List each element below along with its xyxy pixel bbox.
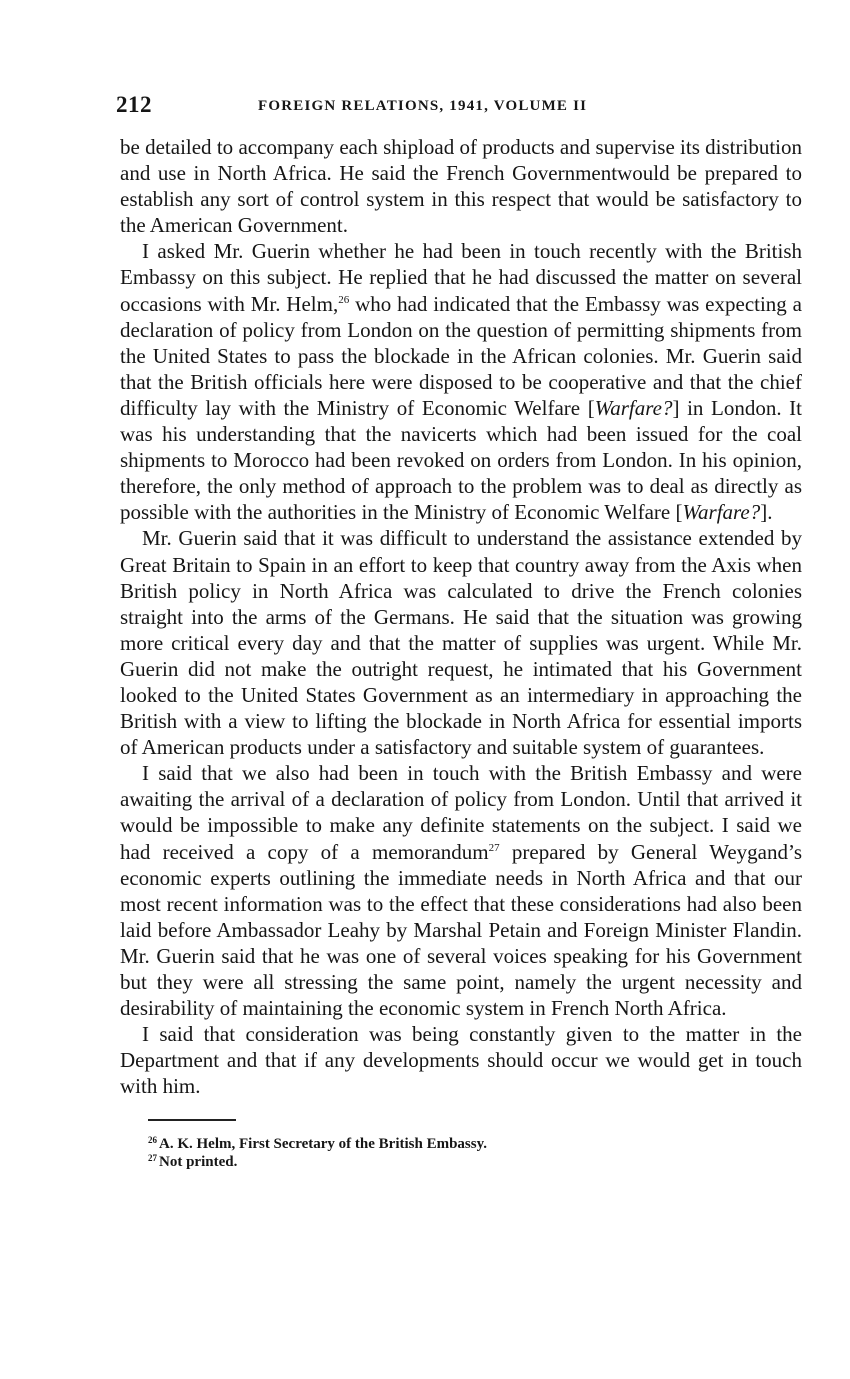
text-segment: prepared by General Weygand’s economic experts outlining the immediate needs in North Africa and that our most recent information was to the effect that these considerations had also been laid before Ambassador Leahy by Marshal Petain and Foreign Minister Flandin. Mr. Guerin said that he was one of several voices speaking for his Government but they were all stressing the same point, namely the urgent necessity and desirability of maintaining the economic system in French North Africa. xyxy=(120,839,802,1021)
text-segment: ] in London. It was his understanding that the navicerts which had been issued for the coal shipments to Morocco had been revoked on orders from London. In his opinion, therefore, the only method of approach to the problem was to deal as directly as possible with the authorities in the Ministry of Economic Welfare [ xyxy=(120,395,803,525)
running-title: FOREIGN RELATIONS, 1941, VOLUME II xyxy=(258,98,588,114)
footnote-reference-27[interactable]: 27 xyxy=(488,841,500,854)
text-segment: I asked Mr. Guerin whether he had been in touch recently with the British Embassy on this subject. He replied that he had discussed the matter on several occasions with Mr. Helm, xyxy=(120,239,802,316)
paragraph-3 xyxy=(120,525,802,760)
footnote-text: A. K. Helm, First Secretary of the British Embassy. xyxy=(159,1136,488,1153)
body-text xyxy=(120,134,802,1099)
text-segment: who had indicated that the Embassy was expecting a declaration of policy from London on the question of permitting shipments from the United States to pass the blockade in the African colonies. Mr. Guerin said that the British officials here were disposed to be cooperative and that the chief difficulty lay with the Ministry of Economic Welfare [ xyxy=(120,291,802,420)
running-header xyxy=(116,92,802,124)
text-segment: I said that we also had been in touch with the British Embassy and were awaiting the arrival of a declaration of policy from London. Until that arrived it would be impossible to make any definite statements on the subject. I said we had received a copy of a memorandum xyxy=(120,761,802,864)
footnotes xyxy=(148,1135,802,1171)
footnote-27 xyxy=(148,1153,802,1171)
footnote-marker: 27 xyxy=(148,1153,157,1164)
page-number: 212 xyxy=(116,92,152,117)
italic-term: Warfare? xyxy=(682,500,761,525)
footnote-reference-26[interactable]: 26 xyxy=(338,293,350,306)
paragraph-4 xyxy=(120,760,802,1021)
italic-term: Warfare? xyxy=(594,395,673,420)
footnote-text: Not printed. xyxy=(159,1154,238,1171)
paragraph-1 xyxy=(120,134,802,238)
text-segment: I said that consideration was being constantly given to the matter in the Department and that if any developments should occur we would get in touch with him. xyxy=(120,1022,802,1099)
text-segment: ]. xyxy=(760,500,773,525)
footnote-marker: 26 xyxy=(148,1135,157,1146)
document-page xyxy=(116,92,803,1171)
text-segment: be detailed to accompany each shipload of products and supervise its distribution and use in North Africa. He said the French Governmentwould be prepared to establish any sort of control system in this respect that would be satisfactory to the American Government. xyxy=(120,135,802,238)
text-segment: Mr. Guerin said that it was difficult to understand the assistance extended by Great Britain to Spain in an effort to keep that country away from the Axis when British policy in North Africa was calculated to drive the French colonies straight into the arms of the Germans. He said that the situation was growing more critical every day and that the matter of supplies was urgent. While Mr. Guerin did not make the outright request, he intimated that his Government looked to the United States Government as an intermediary in approaching the British with a view to lifting the blockade in North Africa for essential imports of American products under a satisfactory and suitable system of guarantees. xyxy=(120,526,802,760)
footnote-divider xyxy=(148,1119,236,1121)
paragraph-2 xyxy=(120,238,802,525)
paragraph-5 xyxy=(120,1021,802,1099)
footnote-26 xyxy=(148,1135,802,1153)
